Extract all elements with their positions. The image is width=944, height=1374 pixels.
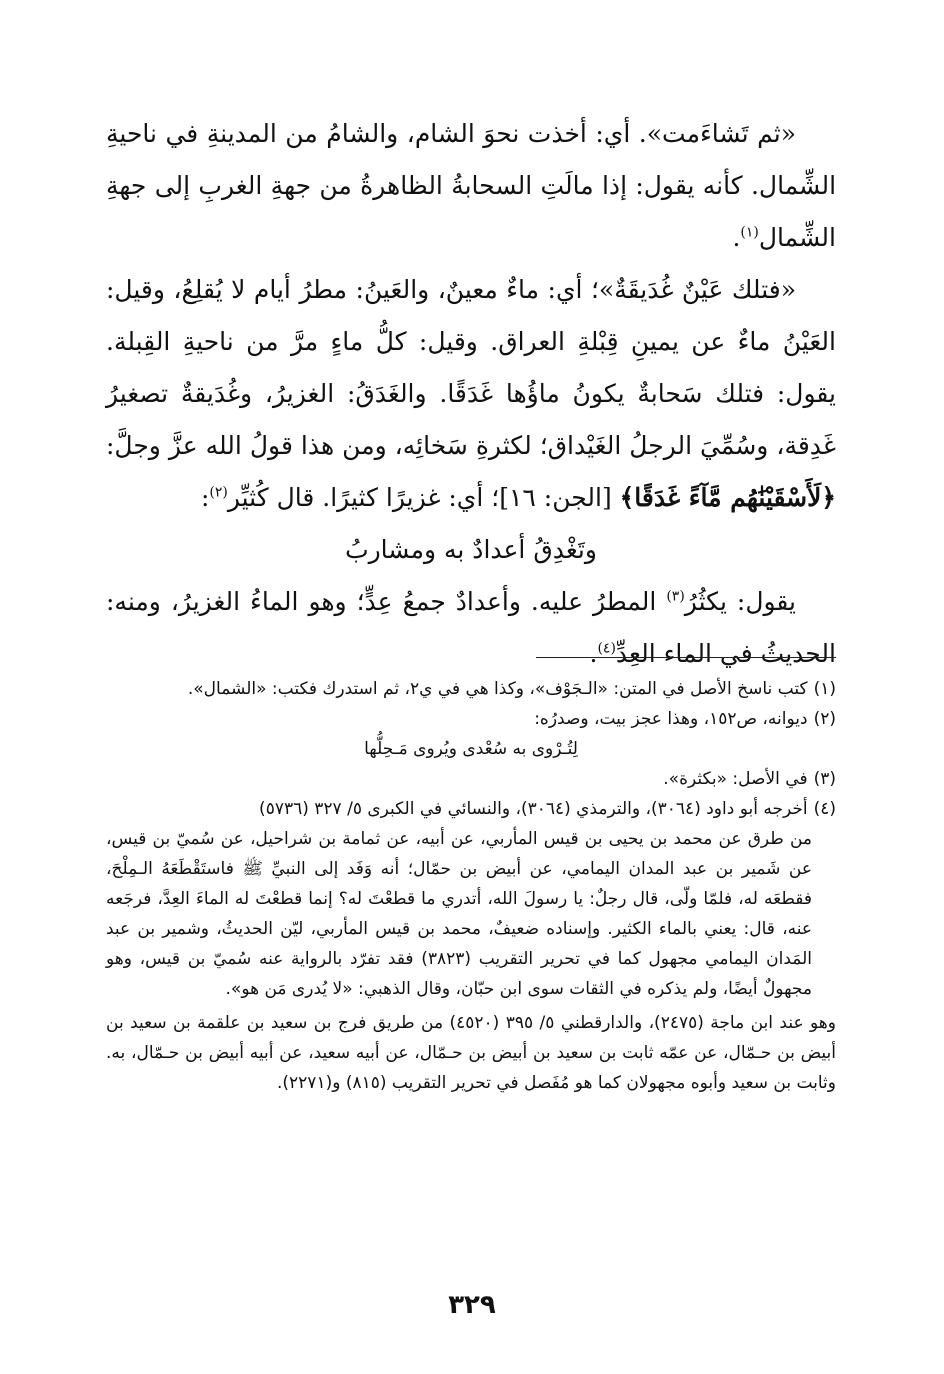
para3-a: يقول: يكثُرُ (684, 587, 796, 616)
footnote-1 (106, 674, 836, 704)
footnote-divider (536, 657, 836, 658)
footnote-ref-3: (٣) (666, 588, 685, 605)
paragraph-2 (106, 264, 836, 524)
para2-ref: [الجن: ١٦]؛ أي: غزيرًا كثيرًا. قال كُثيِّر (227, 483, 620, 512)
footnote-text: أخرجه أبو داود (٣٠٦٤)، والترمذي (٣٠٦٤)، والنسائي في الكبرى ٥/ ٣٢٧ (٥٧٣٦) (259, 799, 808, 819)
para1-end: . (732, 223, 741, 252)
para3-end: . (589, 639, 598, 668)
footnote-number: (٣) (813, 769, 836, 789)
para2-text: «فتلك عَيْنٌ غُدَيقَةٌ»؛ أي: ماءٌ معينٌ، والعَينُ: مطرُ أيام لا يُقلِعُ، وقيل: العَيْنُ ماءٌ عن يمينِ قِبْلةِ العراق. وقيل: كلُّ ماءٍ مرَّ من ناحيةِ القِبلة. يقول: فتلك سَحابةٌ يكونُ ماؤُها غَدَقًا. والغَدَقُ: الغزيرُ، وغُدَيقةٌ تصغيرُ غَدِقة، وسُمِّيَ الرجلُ الغَيْداق؛ لكثرةِ سَخائِه، ومن هذا قولُ الله عزَّ وجلَّ: (106, 275, 836, 460)
footnote-text: ديوانه، ص١٥٢، وهذا عجز بيت، وصدرُه: (534, 709, 808, 729)
footnote-ref-4: (٤) (597, 640, 616, 657)
para1-line1: «ثم تَشاءَمت». أي: أخذت نحوَ الشام، والشامُ من المدينةِ في ناحيةِ الشِّمال. (106, 119, 837, 200)
main-text (106, 108, 836, 680)
paragraph-1 (106, 108, 836, 264)
quran-verse: ﴿لَأَسْقَيْنَٰهُم مَّآءً غَدَقًا﴾ (619, 483, 836, 512)
footnote-4 (106, 794, 836, 824)
footnote-ref-2: (٢) (209, 484, 228, 501)
footnote-number: (١) (813, 679, 836, 699)
footnote-ref-1: (١) (740, 224, 759, 241)
footnote-2 (106, 704, 836, 734)
footnotes (106, 674, 836, 1098)
para3-b: المطرُ عليه. وأعدادٌ جمعُ عِدٍّ؛ وهو الماءُ الغزيرُ، ومنه: الحديثُ في الماء العِدِّ (106, 587, 836, 668)
para2-end: : (200, 483, 210, 512)
footnote-3 (106, 764, 836, 794)
footnote-number: (٢) (813, 709, 836, 729)
page-number: ٣٢٩ (448, 1290, 496, 1320)
footnote-4-continuation: من طرق عن محمد بن يحيى بن قيس المأربي، عن أبيه، عن ثمامة بن شراحيل، عن سُميّ بن قيس، عن شَمير بن عبد المدان اليمامي، عن أبيض بن حمّال؛ أنه وَفَد إلى النبيِّ ﷺ فاستَقْطَعَهُ الـمِلْحَ، فقطعَه له، فلمّا ولّى، قال رجلٌ: يا رسولَ الله، أتدري ما قطعْتَ له؟ إنما قطعْتَ له الماءَ العِدَّ، فرجَعه عنه، قال: يعني بالماء الكثير. وإسناده ضعيفٌ، محمد بن قيس المأربي، ليّن الحديثُ، وشمير بن عبد المَدان اليمامي مجهول كما في تحرير التقريب (٣٨٢٣) فقد تفرّد بالرواية عنه سُميّ بن قيس، وهو مجهولٌ أيضًا، ولم يذكره في الثقات سوى ابن حبّان، وقال الذهبي: «لا يُدرى مَن هو». (106, 829, 813, 999)
footnote-4-extra: وهو عند ابن ماجة (٢٤٧٥)، والدارقطني ٥/ ٣٩٥ (٤٥٢٠) من طريق فرج بن سعيد بن علقمة بن سعيد بن أبيض بن حـمّال، عن عمّه ثابت بن سعيد بن أبيض بن حـمّال، عن أبيه سعيد، عن أبيه أبيض بن حـمّال، به. وثابت بن سعيد وأبوه مجهولان كما هو مُفَصل في تحرير التقريب (٨١٥) و(٢٢٧١). (106, 1013, 836, 1093)
paragraph-3 (106, 576, 836, 680)
footnote-text: في الأصل: «بكثرة». (663, 769, 808, 789)
para1-line2: كأنه يقول: إذا مالَتِ السحابةُ الظاهرةُ من جهةِ الغربِ إلى جهةِ الشِّمال (106, 171, 836, 252)
footnote-text: كتب ناسخ الأصل في المتن: «الـجَوْف»، وكذا هي في ي٢، ثم استدرك فكتب: «الشمال». (187, 679, 808, 699)
footnote-number: (٤) (813, 799, 836, 819)
poetry-verse: وتَغْدِقُ أعدادٌ به ومشاربُ (345, 535, 597, 564)
footnote-2-verse: لِتُـرْوى به سُعْدى ويُروى مَـحِلُّها (364, 739, 578, 759)
